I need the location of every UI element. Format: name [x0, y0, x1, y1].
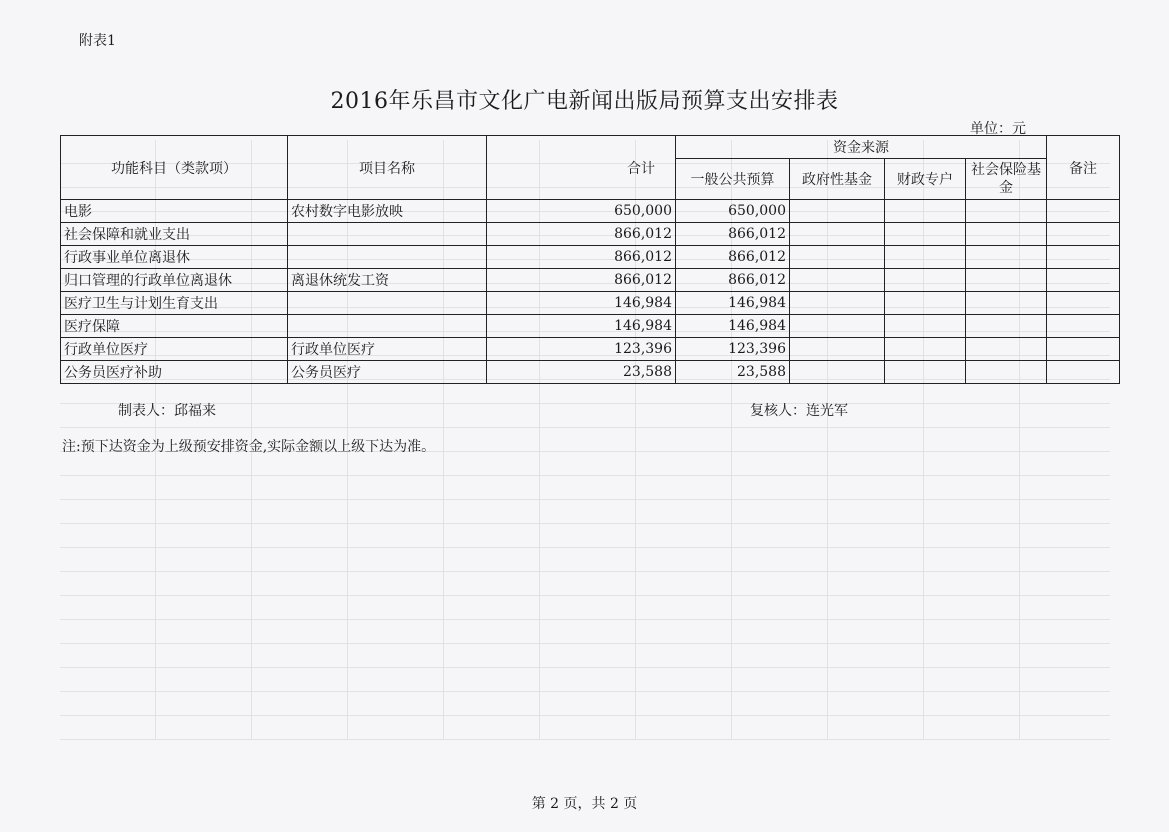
cell-social-insurance: [966, 292, 1047, 315]
header-remark: 备注: [1047, 136, 1120, 200]
cell-gov-fund: [790, 338, 885, 361]
table-row: [61, 246, 1120, 269]
header-fund-source: 资金来源: [676, 136, 1047, 159]
table-row: [61, 361, 1120, 384]
table-row: [61, 338, 1120, 361]
attachment-label: 附表1: [79, 33, 116, 49]
cell-total: 146,984: [487, 292, 676, 315]
cell-project: 离退休统发工资: [288, 269, 487, 292]
cell-subject: 医疗保障: [61, 315, 288, 338]
cell-general-budget: 866,012: [676, 246, 790, 269]
cell-remark: [1047, 269, 1120, 292]
header-gov-fund: 政府性基金: [790, 159, 885, 200]
cell-special-account: [885, 269, 966, 292]
cell-total: 866,012: [487, 269, 676, 292]
cell-general-budget: 866,012: [676, 269, 790, 292]
cell-project: 公务员医疗: [288, 361, 487, 384]
cell-subject: 社会保障和就业支出: [61, 223, 288, 246]
cell-remark: [1047, 292, 1120, 315]
budget-table: [60, 135, 1120, 384]
header-subject: 功能科目（类款项）: [61, 136, 288, 200]
cell-total: 866,012: [487, 246, 676, 269]
cell-remark: [1047, 361, 1120, 384]
cell-gov-fund: [790, 246, 885, 269]
cell-total: 23,588: [487, 361, 676, 384]
cell-special-account: [885, 246, 966, 269]
header-total: 合计: [487, 136, 676, 200]
cell-special-account: [885, 200, 966, 223]
page-title: 2016年乐昌市文化广电新闻出版局预算支出安排表: [330, 89, 839, 114]
cell-social-insurance: [966, 200, 1047, 223]
cell-social-insurance: [966, 315, 1047, 338]
cell-general-budget: 23,588: [676, 361, 790, 384]
footnote: 注:预下达资金为上级预安排资金,实际金额以上级下达为准。: [62, 439, 436, 455]
cell-social-insurance: [966, 223, 1047, 246]
cell-special-account: [885, 338, 966, 361]
header-general-budget: 一般公共预算: [676, 159, 790, 200]
cell-social-insurance: [966, 269, 1047, 292]
cell-gov-fund: [790, 315, 885, 338]
cell-remark: [1047, 338, 1120, 361]
cell-general-budget: 650,000: [676, 200, 790, 223]
cell-total: 123,396: [487, 338, 676, 361]
cell-gov-fund: [790, 223, 885, 246]
cell-special-account: [885, 223, 966, 246]
cell-project: [288, 315, 487, 338]
cell-general-budget: 123,396: [676, 338, 790, 361]
cell-remark: [1047, 200, 1120, 223]
cell-gov-fund: [790, 361, 885, 384]
cell-subject: 电影: [61, 200, 288, 223]
cell-total: 866,012: [487, 223, 676, 246]
header-social-insurance: 社会保险基金: [966, 159, 1047, 200]
table-row: [61, 292, 1120, 315]
header-special-account: 财政专户: [885, 159, 966, 200]
cell-remark: [1047, 223, 1120, 246]
cell-general-budget: 146,984: [676, 292, 790, 315]
cell-subject: 归口管理的行政单位离退休: [61, 269, 288, 292]
cell-project: 农村数字电影放映: [288, 200, 487, 223]
cell-project: [288, 223, 487, 246]
cell-total: 146,984: [487, 315, 676, 338]
cell-social-insurance: [966, 361, 1047, 384]
page-number: 第 2 页，共 2 页: [531, 796, 638, 812]
cell-special-account: [885, 361, 966, 384]
reviewer: 复核人：连光军: [750, 403, 848, 419]
unit-label: 单位：元: [970, 121, 1026, 137]
table-row: [61, 315, 1120, 338]
cell-subject: 医疗卫生与计划生育支出: [61, 292, 288, 315]
cell-general-budget: 866,012: [676, 223, 790, 246]
table-row: [61, 200, 1120, 223]
cell-general-budget: 146,984: [676, 315, 790, 338]
cell-total: 650,000: [487, 200, 676, 223]
cell-project: [288, 246, 487, 269]
cell-gov-fund: [790, 292, 885, 315]
table-row: [61, 223, 1120, 246]
cell-special-account: [885, 315, 966, 338]
preparer: 制表人：邱福来: [118, 403, 216, 419]
cell-gov-fund: [790, 200, 885, 223]
cell-subject: 行政单位医疗: [61, 338, 288, 361]
cell-project: [288, 292, 487, 315]
cell-project: 行政单位医疗: [288, 338, 487, 361]
cell-remark: [1047, 315, 1120, 338]
cell-subject: 公务员医疗补助: [61, 361, 288, 384]
cell-social-insurance: [966, 246, 1047, 269]
header-project: 项目名称: [288, 136, 487, 200]
cell-gov-fund: [790, 269, 885, 292]
table-row: [61, 269, 1120, 292]
cell-social-insurance: [966, 338, 1047, 361]
cell-remark: [1047, 246, 1120, 269]
cell-subject: 行政事业单位离退休: [61, 246, 288, 269]
cell-special-account: [885, 292, 966, 315]
